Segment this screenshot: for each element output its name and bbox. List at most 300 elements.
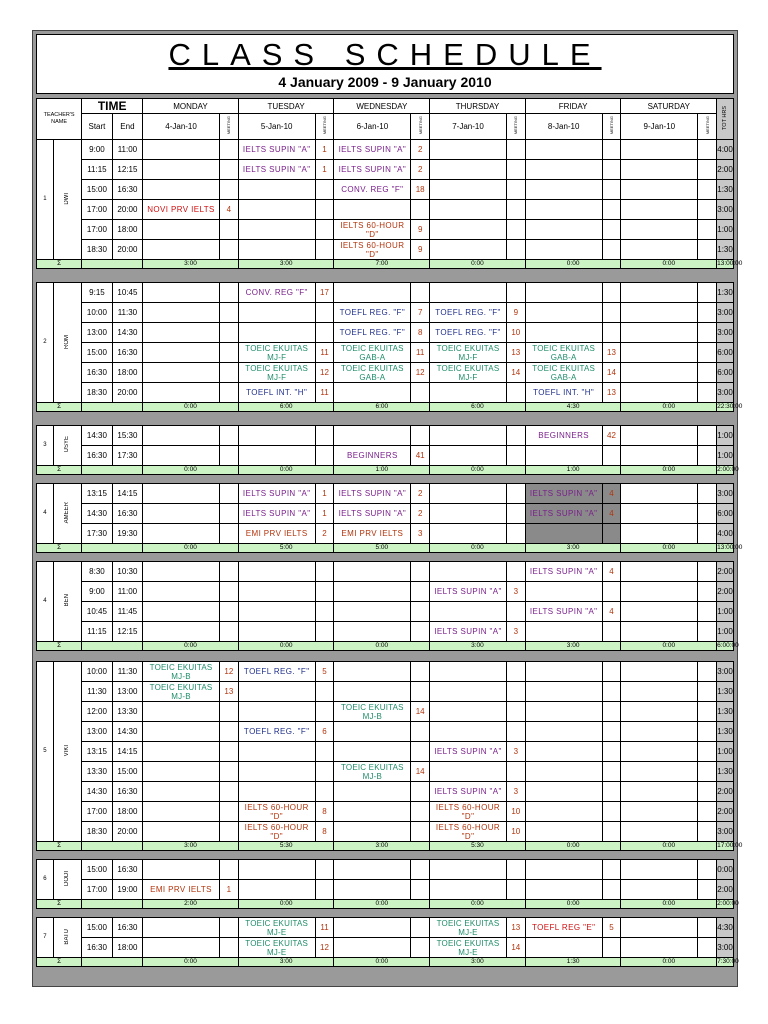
day-sum: 3:00	[143, 842, 239, 851]
class-cell: TOEIC EKUITAS MJ-F	[238, 363, 315, 383]
class-cell	[143, 426, 220, 446]
meeting-number	[411, 622, 430, 642]
meeting-number: 13	[219, 682, 238, 702]
day-sum: 0:00	[238, 642, 334, 651]
start-time: 16:30	[82, 446, 112, 466]
table-row	[37, 240, 734, 260]
meeting-number	[219, 582, 238, 602]
meeting-number: 14	[506, 363, 525, 383]
end-time: 18:00	[112, 363, 142, 383]
day-header-0: MONDAY	[143, 99, 239, 114]
start-time: 15:00	[82, 918, 112, 938]
meeting-number: 4	[602, 562, 621, 582]
class-cell	[525, 722, 602, 742]
end-time: 18:00	[112, 802, 142, 822]
class-cell: TOEFL REG. "F"	[334, 303, 411, 323]
class-cell: IELTS 60-HOUR "D"	[238, 802, 315, 822]
class-cell	[525, 822, 602, 842]
end-time: 20:00	[112, 200, 142, 220]
meeting-number	[315, 200, 334, 220]
row-total: 1:00	[717, 446, 734, 466]
day-sum: 3:00	[143, 260, 239, 269]
meeting-number	[506, 220, 525, 240]
table-row	[37, 702, 734, 722]
day-sum: 3:00	[525, 544, 621, 553]
class-cell: TOEIC EKUITAS MJ-E	[430, 938, 507, 958]
class-cell	[238, 762, 315, 782]
meeting-number	[698, 762, 717, 782]
class-cell	[430, 383, 507, 403]
meeting-number	[698, 283, 717, 303]
end-time: 11:00	[112, 140, 142, 160]
table-row	[37, 220, 734, 240]
meeting-number	[698, 426, 717, 446]
meeting-header: MEETING	[602, 114, 621, 140]
end-time: 16:30	[112, 180, 142, 200]
sum-row	[37, 466, 734, 475]
class-cell	[238, 582, 315, 602]
class-cell	[621, 762, 698, 782]
meeting-number	[602, 762, 621, 782]
day-sum: 0:00	[430, 900, 526, 909]
meeting-number	[698, 622, 717, 642]
class-cell	[430, 524, 507, 544]
meeting-number	[411, 802, 430, 822]
class-cell	[525, 446, 602, 466]
class-cell	[621, 880, 698, 900]
grand-total: 22:30:00	[717, 403, 743, 410]
class-cell	[621, 343, 698, 363]
meeting-number	[411, 938, 430, 958]
class-cell	[621, 822, 698, 842]
day-sum: 5:30	[238, 842, 334, 851]
teacher-block	[36, 661, 743, 851]
meeting-number	[219, 742, 238, 762]
teachers-name-header: TEACHER'S NAME	[37, 99, 82, 140]
grand-total: 2:00:00	[717, 900, 739, 907]
class-cell	[238, 200, 315, 220]
meeting-number: 10	[506, 323, 525, 343]
class-cell: TOEIC EKUITAS GAB-A	[525, 363, 602, 383]
grand-total: 2:00:00	[717, 466, 739, 473]
meeting-number	[219, 363, 238, 383]
day-sum: 3:00	[430, 642, 526, 651]
class-cell	[143, 802, 220, 822]
teacher-block	[36, 917, 739, 967]
end-time: 14:15	[112, 484, 142, 504]
class-cell	[238, 622, 315, 642]
teacher-name: BATU	[53, 918, 81, 958]
class-cell: IELTS SUPIN "A"	[430, 622, 507, 642]
meeting-number	[411, 782, 430, 802]
table-row	[37, 303, 734, 323]
table-row	[37, 880, 734, 900]
day-sum: 0:00	[525, 900, 621, 909]
day-sum: 0:00	[621, 260, 717, 269]
class-cell	[334, 742, 411, 762]
class-cell: IELTS SUPIN "A"	[525, 602, 602, 622]
class-cell: IELTS SUPIN "A"	[238, 504, 315, 524]
day-sum: 6:00	[334, 403, 430, 412]
meeting-number	[506, 283, 525, 303]
class-cell	[621, 722, 698, 742]
meeting-number	[411, 860, 430, 880]
class-cell	[430, 602, 507, 622]
meeting-number	[219, 802, 238, 822]
end-time: 11:45	[112, 602, 142, 622]
class-cell: CONV. REG "F"	[334, 180, 411, 200]
class-cell: IELTS SUPIN "A"	[334, 160, 411, 180]
row-total: 1:30	[717, 240, 734, 260]
end-time: 11:30	[112, 303, 142, 323]
meeting-number	[315, 762, 334, 782]
day-sum: 3:00	[525, 642, 621, 651]
meeting-number	[219, 762, 238, 782]
class-cell	[143, 742, 220, 762]
class-cell: EMI PRV IELTS	[334, 524, 411, 544]
class-cell: TOEFL REG "E"	[525, 918, 602, 938]
sum-icon: Σ	[37, 544, 82, 553]
row-total: 1:30	[717, 283, 734, 303]
sum-spacer	[82, 260, 143, 269]
table-row	[37, 762, 734, 782]
meeting-number	[411, 383, 430, 403]
day-sum: 0:00	[143, 466, 239, 475]
meeting-number	[506, 880, 525, 900]
meeting-number	[602, 742, 621, 762]
meeting-number	[315, 562, 334, 582]
meeting-number: 9	[506, 303, 525, 323]
sum-row	[37, 260, 734, 269]
class-cell	[238, 426, 315, 446]
day-sum: 0:00	[621, 842, 717, 851]
class-cell	[430, 662, 507, 682]
row-total: 6:00	[717, 343, 734, 363]
class-cell	[430, 722, 507, 742]
meeting-number	[411, 662, 430, 682]
table-row	[37, 662, 734, 682]
meeting-number: 9	[411, 240, 430, 260]
meeting-number: 7	[411, 303, 430, 323]
meeting-number	[219, 323, 238, 343]
meeting-number	[219, 702, 238, 722]
class-cell	[525, 682, 602, 702]
class-cell	[334, 426, 411, 446]
meeting-number	[411, 602, 430, 622]
class-cell	[621, 426, 698, 446]
teacher-name: DODI	[53, 860, 81, 900]
start-time: 10:00	[82, 303, 112, 323]
class-cell: IELTS SUPIN "A"	[525, 504, 602, 524]
class-cell	[334, 938, 411, 958]
sum-icon: Σ	[37, 642, 82, 651]
meeting-number	[698, 140, 717, 160]
start-time: 15:00	[82, 180, 112, 200]
class-cell	[621, 363, 698, 383]
class-cell: IELTS SUPIN "A"	[525, 484, 602, 504]
class-cell	[621, 446, 698, 466]
class-cell	[334, 782, 411, 802]
teacher-number: 1	[37, 140, 54, 260]
meeting-number	[698, 802, 717, 822]
class-cell	[525, 702, 602, 722]
meeting-number: 1	[315, 504, 334, 524]
meeting-number	[219, 524, 238, 544]
table-row	[37, 343, 734, 363]
end-time: 13:00	[112, 682, 142, 702]
meeting-number	[411, 200, 430, 220]
date-header-4: 8-Jan-10	[525, 114, 602, 140]
class-cell	[525, 303, 602, 323]
meeting-number	[506, 426, 525, 446]
meeting-number: 8	[315, 822, 334, 842]
date-header-1: 5-Jan-10	[238, 114, 315, 140]
table-row	[37, 446, 734, 466]
teacher-number: 5	[37, 662, 54, 842]
class-cell	[525, 782, 602, 802]
class-cell	[143, 160, 220, 180]
day-header-5: SATURDAY	[621, 99, 717, 114]
class-cell	[238, 742, 315, 762]
meeting-number	[506, 200, 525, 220]
class-cell	[143, 363, 220, 383]
class-cell	[143, 240, 220, 260]
class-cell	[525, 802, 602, 822]
page-title: CLASS SCHEDULE	[168, 37, 602, 72]
class-cell	[334, 383, 411, 403]
class-cell: IELTS SUPIN "A"	[238, 484, 315, 504]
class-cell	[238, 562, 315, 582]
meeting-number	[698, 383, 717, 403]
class-cell: IELTS 60-HOUR "D"	[238, 822, 315, 842]
row-total: 1:00	[717, 220, 734, 240]
meeting-number	[506, 860, 525, 880]
class-cell: TOEIC EKUITAS MJ-B	[143, 682, 220, 702]
meeting-number	[506, 562, 525, 582]
class-cell	[621, 180, 698, 200]
grand-total: 13:00:00	[717, 544, 743, 551]
meeting-number: 11	[315, 383, 334, 403]
class-cell	[143, 504, 220, 524]
class-cell	[238, 220, 315, 240]
schedule-header	[36, 34, 734, 94]
meeting-number	[602, 180, 621, 200]
table-row	[37, 682, 734, 702]
start-time: 10:45	[82, 602, 112, 622]
class-cell	[238, 240, 315, 260]
class-cell	[143, 180, 220, 200]
end-time: 14:15	[112, 742, 142, 762]
class-cell: TOEIC EKUITAS GAB-A	[525, 343, 602, 363]
class-cell	[143, 582, 220, 602]
start-time: 18:30	[82, 240, 112, 260]
class-cell: IELTS SUPIN "A"	[238, 160, 315, 180]
meeting-number	[698, 343, 717, 363]
meeting-number	[698, 220, 717, 240]
table-row	[37, 742, 734, 762]
meeting-number: 3	[411, 524, 430, 544]
start-time: 15:00	[82, 860, 112, 880]
meeting-number	[506, 662, 525, 682]
meeting-number: 3	[506, 782, 525, 802]
class-cell	[621, 200, 698, 220]
class-cell	[143, 484, 220, 504]
meeting-number	[602, 662, 621, 682]
class-cell	[143, 702, 220, 722]
end-time: 14:30	[112, 323, 142, 343]
class-cell	[334, 283, 411, 303]
teacher-number: 4	[37, 562, 54, 642]
grand-total: 6:00:00	[717, 642, 739, 649]
class-cell	[525, 662, 602, 682]
table-row	[37, 918, 734, 938]
row-total: 3:00	[717, 323, 734, 343]
day-sum: 7:00	[334, 260, 430, 269]
grand-total: 7:30:00	[717, 958, 739, 965]
date-header-0: 4-Jan-10	[143, 114, 220, 140]
meeting-number: 2	[411, 484, 430, 504]
day-sum: 0:00	[143, 642, 239, 651]
row-total: 3:00	[717, 662, 734, 682]
day-sum: 0:00	[430, 466, 526, 475]
start-time: 14:30	[82, 504, 112, 524]
class-cell: TOEIC EKUITAS MJ-F	[430, 343, 507, 363]
meeting-number	[219, 622, 238, 642]
teacher-number: 2	[37, 283, 54, 403]
meeting-number	[698, 722, 717, 742]
day-sum: 0:00	[621, 642, 717, 651]
table-row	[37, 504, 734, 524]
meeting-number	[602, 722, 621, 742]
meeting-number	[219, 303, 238, 323]
end-time: 18:00	[112, 220, 142, 240]
meeting-number	[315, 323, 334, 343]
meeting-number: 2	[411, 504, 430, 524]
sum-spacer	[82, 842, 143, 851]
teacher-block	[36, 561, 739, 651]
class-cell: IELTS SUPIN "A"	[334, 140, 411, 160]
row-total: 2:00	[717, 562, 734, 582]
date-header-3: 7-Jan-10	[430, 114, 507, 140]
meeting-header: MEETING	[219, 114, 238, 140]
meeting-number	[219, 484, 238, 504]
meeting-number	[698, 524, 717, 544]
class-cell: CONV. REG "F"	[238, 283, 315, 303]
class-cell	[525, 323, 602, 343]
start-time: 17:00	[82, 220, 112, 240]
meeting-number: 17	[315, 283, 334, 303]
class-cell	[621, 160, 698, 180]
sum-row	[37, 900, 734, 909]
day-sum: 2:00	[143, 900, 239, 909]
class-cell: NOVI PRV IELTS	[143, 200, 220, 220]
row-total: 3:00	[717, 938, 734, 958]
class-cell	[143, 722, 220, 742]
class-cell	[621, 562, 698, 582]
day-sum: 0:00	[621, 466, 717, 475]
class-cell	[430, 160, 507, 180]
row-total: 2:00	[717, 802, 734, 822]
meeting-number	[698, 446, 717, 466]
class-cell	[621, 702, 698, 722]
end-time: 16:30	[112, 343, 142, 363]
class-cell: TOEFL REG. "F"	[334, 323, 411, 343]
meeting-number: 12	[315, 363, 334, 383]
class-cell: IELTS SUPIN "A"	[525, 562, 602, 582]
meeting-number	[411, 918, 430, 938]
class-cell	[238, 180, 315, 200]
class-cell: IELTS SUPIN "A"	[430, 782, 507, 802]
meeting-number: 13	[506, 343, 525, 363]
meeting-number	[602, 782, 621, 802]
class-cell: IELTS SUPIN "A"	[430, 582, 507, 602]
row-total: 1:30	[717, 722, 734, 742]
meeting-number	[219, 602, 238, 622]
meeting-number	[315, 782, 334, 802]
meeting-number: 14	[411, 762, 430, 782]
start-time: 17:00	[82, 802, 112, 822]
day-sum: 5:00	[238, 544, 334, 553]
class-cell: TOEFL REG. "F"	[238, 722, 315, 742]
class-cell	[525, 880, 602, 900]
meeting-number	[315, 240, 334, 260]
meeting-number	[219, 504, 238, 524]
class-cell	[334, 722, 411, 742]
class-cell	[334, 860, 411, 880]
meeting-number: 3	[506, 622, 525, 642]
class-cell: TOEIC EKUITAS MJ-E	[238, 918, 315, 938]
meeting-number	[698, 880, 717, 900]
class-cell	[143, 323, 220, 343]
meeting-number	[315, 303, 334, 323]
class-cell	[621, 283, 698, 303]
row-total: 6:00	[717, 363, 734, 383]
meeting-number: 2	[411, 160, 430, 180]
class-cell	[430, 484, 507, 504]
class-cell	[143, 822, 220, 842]
teacher-block	[36, 483, 743, 553]
meeting-number	[219, 220, 238, 240]
column-header	[36, 98, 734, 140]
start-time: 13:15	[82, 742, 112, 762]
class-cell	[430, 880, 507, 900]
class-cell	[621, 303, 698, 323]
meeting-number	[602, 582, 621, 602]
meeting-number: 13	[602, 383, 621, 403]
table-row	[37, 822, 734, 842]
class-cell	[334, 602, 411, 622]
sum-icon: Σ	[37, 900, 82, 909]
meeting-number	[315, 880, 334, 900]
class-cell	[143, 383, 220, 403]
start-time: 9:00	[82, 582, 112, 602]
meeting-number	[602, 822, 621, 842]
page-subtitle: 4 January 2009 - 9 January 2010	[278, 74, 492, 90]
end-time: 20:00	[112, 383, 142, 403]
day-sum: 3:00	[334, 842, 430, 851]
table-row	[37, 562, 734, 582]
class-cell	[621, 140, 698, 160]
teacher-number: 3	[37, 426, 54, 466]
class-cell	[430, 860, 507, 880]
class-cell	[430, 682, 507, 702]
class-cell	[525, 200, 602, 220]
meeting-number: 14	[602, 363, 621, 383]
meeting-number: 11	[411, 343, 430, 363]
sum-row	[37, 403, 734, 412]
class-cell: IELTS 60-HOUR "D"	[334, 220, 411, 240]
sum-row	[37, 958, 734, 967]
